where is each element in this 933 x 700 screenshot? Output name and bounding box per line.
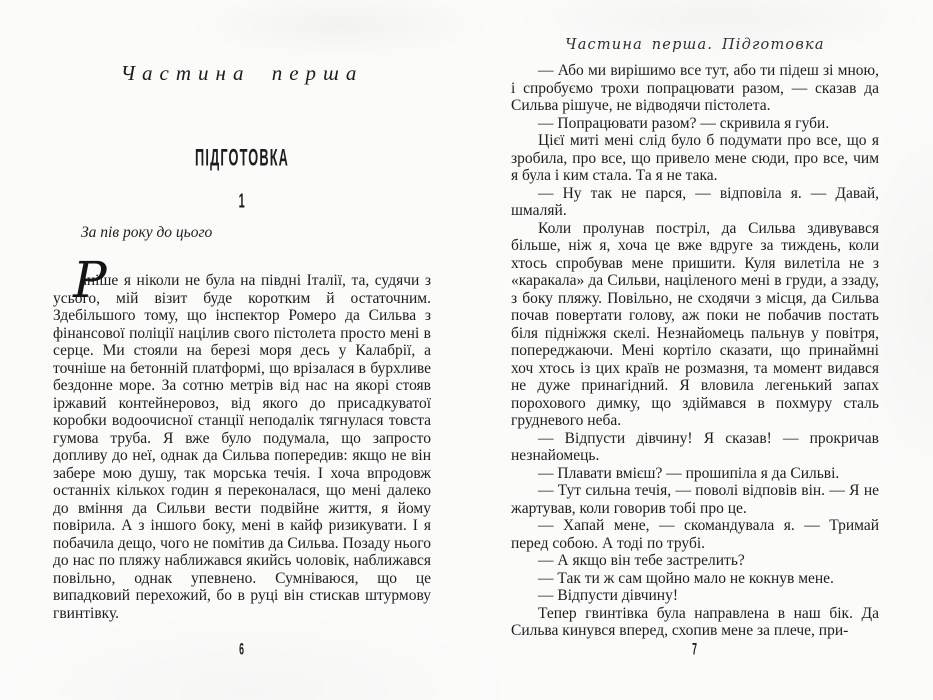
paragraph: — Відпусти дівчину! Я сказав! — прокричав незнайомець. <box>511 429 879 464</box>
chapter-title <box>53 145 431 171</box>
opening-paragraph-text: аніше я ніколи не була на півдні Італії, та, судячи з усього, мій візит буде коротким й остаточним. Здебільшого тому, що інспектор Ромеро да Сильва з фінансової поліції націлив свого пістолета просто мені в серце. Ми стояли на березі моря десь у Калабрії, а точніше на бетонній платформі, що врізалася в бурхливе бездонне море. За сотню метрів від нас на якорі стояв іржавий контейнеровоз, від якого до присадкуватої коробки водоочисної станції неподалік тягнулася товста гумова труба. Я вже було подумала, що запросто допливу до неї, однак да Сильва попередив: якщо не він забере мою душу, так морська течія. І хоча впродовж останніх кількох годин я переконалася, що мені далеко до вміння да Сильви вести подвійне життя, я йому повірила. А з іншого боку, мені в кайф ризикувати. І я побачила дещо, чого не помітив да Сильва. Позаду нього до нас по пляжу наближався якийсь чоловік, наближався повільно, однак упевнено. Сумніваюся, що це випадковий перехожий, бо в руці він стискав штурмову гвинтівку. <box>53 272 431 622</box>
page-number-right-text: 7 <box>692 640 698 659</box>
right-page-body <box>511 62 879 640</box>
paragraph: — Плавати вмієш? — прошипіла я да Сильві. <box>538 464 840 482</box>
drop-cap: Р <box>73 251 107 309</box>
paragraph: — Тут сильна течія, — поволі відповів він. — Я не жартував, коли говорив тобі про це. <box>511 482 879 517</box>
chapter-number-text: 1 <box>238 190 246 213</box>
paragraph: — Відпусти дівчину! <box>538 587 678 604</box>
part-title: Частина перша <box>120 61 364 85</box>
chapter-subtitle: За пів року до цього <box>81 224 213 241</box>
paragraph: — Ну так не парся, — відповіла я. — Давай, шмаляй. <box>511 184 879 219</box>
page-right <box>511 0 879 700</box>
page-left <box>53 0 431 700</box>
chapter-number <box>53 191 431 213</box>
running-header: Частина перша. Підготовка <box>565 37 825 53</box>
opening-paragraph <box>53 251 431 622</box>
paragraph: — Або ми вирішимо все тут, або ти підеш зі мною, і спробуємо трохи попрацювати разом, — сказав да Сильва рішуче, не відводячи пістолета. <box>511 62 879 114</box>
left-page-body <box>53 251 431 622</box>
paragraph: — А якщо він тебе застрелить? <box>538 552 745 569</box>
paragraph: — Попрацювати разом? — скривила я губи. <box>538 114 830 132</box>
paragraph: Коли пролунав постріл, да Сильва здивувався більше, ніж я, хоча це вже вдруге за тиждень, коли хтось спробував мене пришити. Куля вилетіла не з «каракала» да Сильви, націленого мені в груди, а ззаду, з боку пляжу. Повільно, не сходячи з місця, да Сильва почав повертати голову, аж поки не побачив постать біля підніжжя скелі. Незнайомець пальнув у повітря, попереджаючи. Мені кортіло сказати, що принаймні хоч хтось із цих країв не розмазня, та момент видався не дуже принагідний. Я вловила легенький запах порохового димку, що здіймався в похмуру сталь грудневого неба. <box>511 219 879 429</box>
paragraph: — Хапай мене, — скомандувала я. — Тримай перед собою. А тоді по трубі. <box>511 517 879 552</box>
paragraph: Цієї миті мені слід було б подумати про все, що я зробила, про все, що привело мене сюди, про все, чим я була і ким стала. Та я не така. <box>511 132 879 184</box>
chapter-title-text: ПІДГОТОВКА <box>194 143 290 171</box>
page-number-right <box>511 641 879 659</box>
page-number-left <box>53 641 431 659</box>
paragraph: Тепер гвинтівка була направлена в наш бік. Да Сильва кинувся вперед, схопив мене за плече, при- <box>511 604 879 639</box>
paragraph: — Так ти ж сам щойно мало не кокнув мене. <box>538 569 834 587</box>
page-number-left-text: 6 <box>239 640 245 659</box>
